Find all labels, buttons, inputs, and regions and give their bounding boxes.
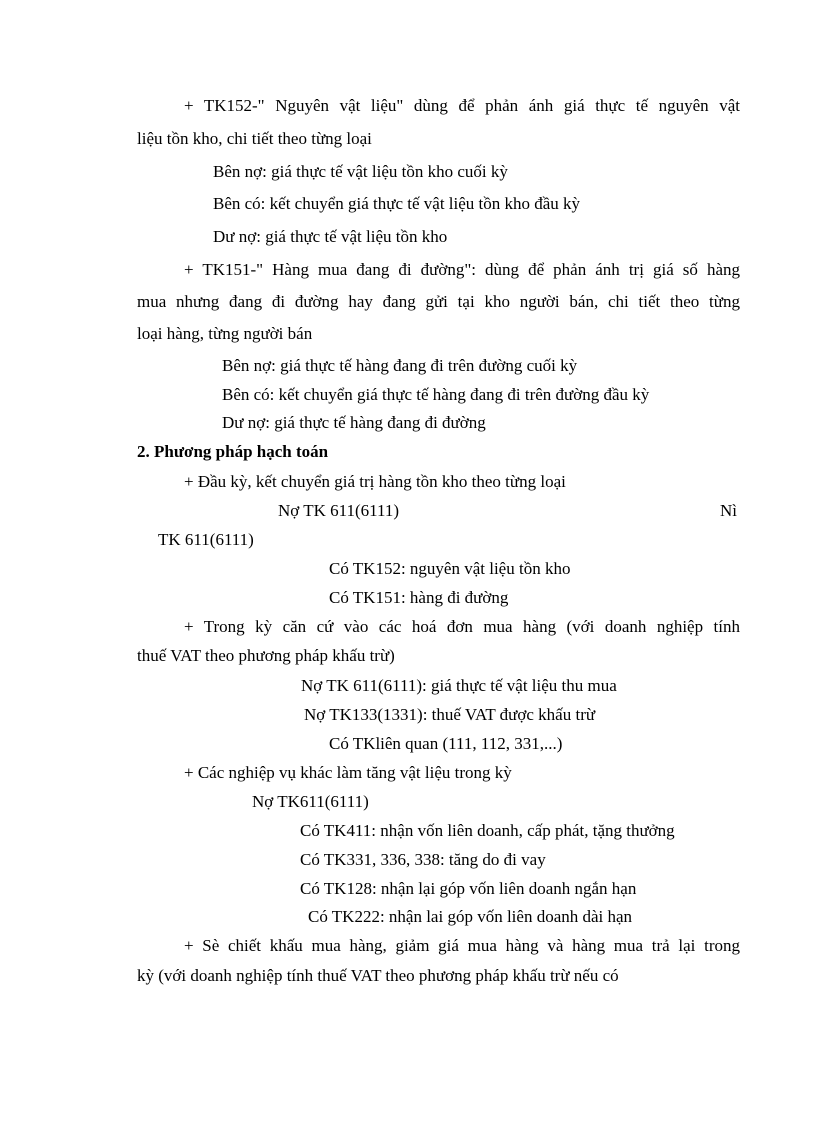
tk151-balance: Dư nợ: giá thực tế hàng đang đi đường	[222, 413, 486, 432]
tk152-credit: Bên có: kết chuyển giá thực tế vật liệu tồn kho đầu kỳ	[213, 194, 581, 213]
other-increase: + Các nghiệp vụ khác làm tăng vật liệu trong kỳ	[184, 763, 512, 782]
tk152-intro-line: + TK152-" Nguyên vật liệu" dùng để phản ánh giá thực tế nguyên vật	[184, 96, 740, 115]
debit-entry-611: Nợ TK 611(6111)	[278, 501, 400, 520]
credit-entry-related: Có TKliên quan (111, 112, 331,...)	[329, 734, 563, 753]
tk151-intro-line: + TK151-" Hàng mua đang đi đường": dùng để phản ánh trị giá số hàng	[184, 260, 740, 279]
purchase-discount-cont: kỳ (với doanh nghiệp tính thuế VAT theo phương pháp khấu trừ nếu có	[137, 966, 619, 985]
purchase-discount: + Sè chiết khấu mua hàng, giảm giá mua hàng và hàng mua trả lại trong	[184, 936, 740, 955]
debit-entry-611-purchase: Nợ TK 611(6111): giá thực tế vật liệu thu mua	[301, 676, 617, 695]
tk151-debit: Bên nợ: giá thực tế hàng đang đi trên đường cuối kỳ	[222, 356, 578, 375]
tk152-debit: Bên nợ: giá thực tế vật liệu tồn kho cuối kỳ	[213, 162, 508, 181]
purchase-invoices: + Trong kỳ căn cứ vào các hoá đơn mua hàng (với doanh nghiệp tính	[184, 617, 740, 636]
section-heading: 2. Phương pháp hạch toán	[137, 442, 329, 461]
tk152-balance: Dư nợ: giá thực tế vật liệu tồn kho	[213, 227, 448, 246]
credit-entry-411: Có TK411: nhận vốn liên doanh, cấp phát, tặng thưởng	[300, 821, 675, 840]
stray-text: Nì	[720, 501, 737, 520]
tk151-credit: Bên có: kết chuyển giá thực tế hàng đang đi trên đường đầu kỳ	[222, 385, 650, 404]
debit-entry-611-cont: TK 611(6111)	[158, 530, 254, 549]
debit-entry-611-other: Nợ TK611(6111)	[252, 792, 369, 811]
purchase-invoices-cont: thuế VAT theo phương pháp khấu trừ)	[137, 646, 395, 665]
credit-entry-331: Có TK331, 336, 338: tăng do đi vay	[300, 850, 546, 869]
opening-transfer: + Đầu kỳ, kết chuyển giá trị hàng tồn kho theo từng loại	[184, 472, 566, 491]
credit-entry-151: Có TK151: hàng đi đường	[329, 588, 509, 607]
debit-entry-133: Nợ TK133(1331): thuế VAT được khấu trừ	[304, 705, 596, 724]
tk151-intro-end: loại hàng, từng người bán	[137, 324, 313, 343]
credit-entry-152: Có TK152: nguyên vật liệu tồn kho	[329, 559, 571, 578]
credit-entry-222: Có TK222: nhận lai góp vốn liên doanh dài hạn	[308, 907, 633, 926]
credit-entry-128: Có TK128: nhận lại góp vốn liên doanh ngắn hạn	[300, 879, 637, 898]
tk152-intro-cont: liệu tồn kho, chi tiết theo từng loại	[137, 129, 372, 148]
tk151-intro-cont: mua nhưng đang đi đường hay đang gửi tại kho người bán, chi tiết theo từng	[137, 292, 740, 311]
